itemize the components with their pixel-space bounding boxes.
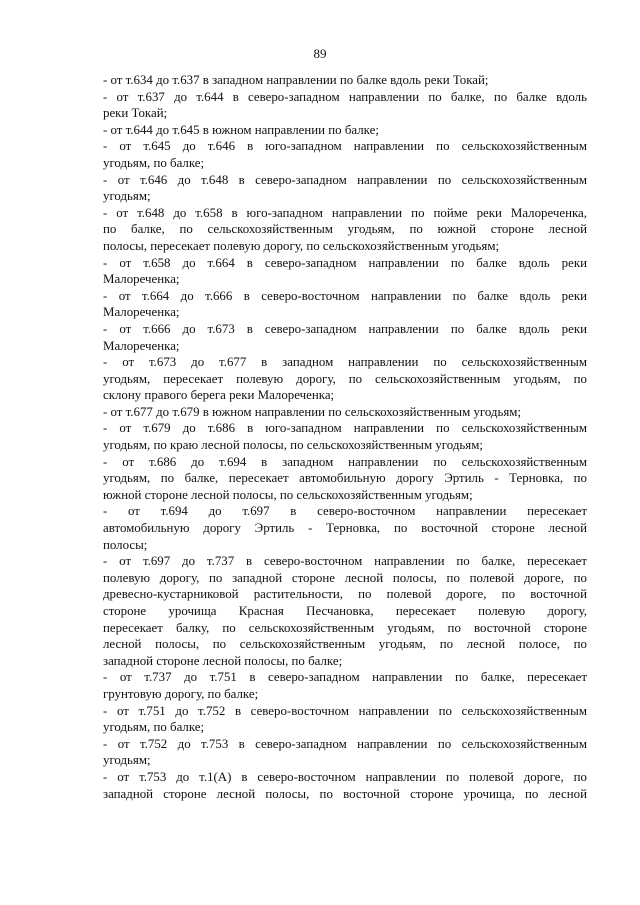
text-line: древесно-кустарниковой растительности, по полевой дороге, по восточной: [103, 587, 587, 602]
text-line: - от т.673 до т.677 в западном направлении по сельскохозяйственным: [103, 355, 587, 370]
text-line: угодьям, по балке;: [103, 155, 205, 170]
text-line: Малореченка;: [103, 338, 180, 353]
text-line: склону правого берега реки Малореченка;: [103, 388, 335, 403]
text-line: Малореченка;: [103, 272, 180, 287]
text-line: - от т.646 до т.648 в северо-западном направлении по сельскохозяйственным: [103, 172, 587, 187]
text-line: западной стороне лесной полосы, по балке;: [103, 653, 343, 668]
text-line: стороне урочища Красная Песчановка, пересекает полевую дорогу,: [103, 604, 587, 618]
text-line: - от т.648 до т.658 в юго-западном направлении по пойме реки Малореченка,: [103, 205, 587, 220]
text-line: автомобильную дорогу Эртиль - Терновка, по восточной стороне лесной: [103, 521, 587, 536]
text-line: полосы, пересекает полевую дорогу, по сельскохозяйственным угодьям;: [103, 238, 500, 253]
text-line: - от т.752 до т.753 в северо-западном направлении по сельскохозяйственным: [103, 736, 587, 751]
text-line: - от т.686 до т.694 в западном направлении по сельскохозяйственным: [103, 454, 587, 469]
text-line: - от т.677 до т.679 в южном направлении по сельскохозяйственным угодьям;: [103, 404, 522, 419]
text-line: - от т.694 до т.697 в северо-восточном направлении пересекает: [103, 504, 587, 519]
text-line: - от т.737 до т.751 в северо-западном направлении по балке, пересекает: [103, 670, 587, 685]
text-line: грунтовую дорогу, по балке;: [103, 686, 259, 701]
text-line: полевую дорогу, по западной стороне лесной полосы, по полевой дороге, по: [103, 570, 587, 585]
text-line: угодьям, пересекает полевую дорогу, по сельскохозяйственным угодьям, по: [103, 371, 587, 386]
text-line: - от т.753 до т.1(А) в северо-восточном направлении по полевой дороге, по: [103, 769, 587, 784]
text-line: - от т.751 до т.752 в северо-восточном направлении по сельскохозяйственным: [103, 703, 587, 718]
document-body: [103, 72, 587, 802]
text-line: лесной полосы, по сельскохозяйственным угодьям, по лесной полосе, по: [103, 637, 587, 652]
text-line: реки Токай;: [103, 106, 168, 121]
text-line: угодьям, по краю лесной полосы, по сельскохозяйственным угодьям;: [103, 438, 483, 453]
text-line: - от т.664 до т.666 в северо-восточном направлении по балке вдоль реки: [103, 288, 587, 303]
text-line: - от т.697 до т.737 в северо-восточном направлении по балке, пересекает: [103, 554, 587, 569]
text-line: по балке, по сельскохозяйственным угодьям, по южной стороне лесной: [103, 222, 587, 237]
text-line: западной стороне лесной полосы, по восточной стороне урочища, по лесной: [103, 786, 587, 801]
page-number: 89: [313, 46, 327, 61]
text-line: угодьям, по балке, пересекает автомобильную дорогу Эртиль - Терновка, по: [103, 471, 587, 486]
text-line: угодьям;: [103, 753, 151, 768]
text-line: угодьям;: [103, 189, 151, 204]
text-line: - от т.658 до т.664 в северо-западном направлении по балке вдоль реки: [103, 255, 587, 270]
text-line: - от т.666 до т.673 в северо-западном направлении по балке вдоль реки: [103, 321, 587, 336]
text-line: южной стороне лесной полосы, по сельскохозяйственным угодьям;: [103, 487, 473, 502]
text-line: Малореченка;: [103, 305, 180, 320]
text-line: - от т.637 до т.644 в северо-западном направлении по балке, по балке вдоль: [103, 89, 587, 104]
text-line: пересекает балку, по сельскохозяйственным угодьям, по восточной стороне: [103, 620, 587, 635]
text-line: - от т.644 до т.645 в южном направлении по балке;: [103, 122, 379, 137]
text-line: - от т.645 до т.646 в юго-западном направлении по сельскохозяйственным: [103, 139, 587, 154]
text-line: - от т.634 до т.637 в западном направлении по балке вдоль реки Токай;: [103, 73, 489, 87]
text-line: - от т.679 до т.686 в юго-западном направлении по сельскохозяйственным: [103, 421, 587, 436]
text-line: полосы;: [103, 537, 148, 552]
text-line: угодьям, по балке;: [103, 720, 205, 735]
